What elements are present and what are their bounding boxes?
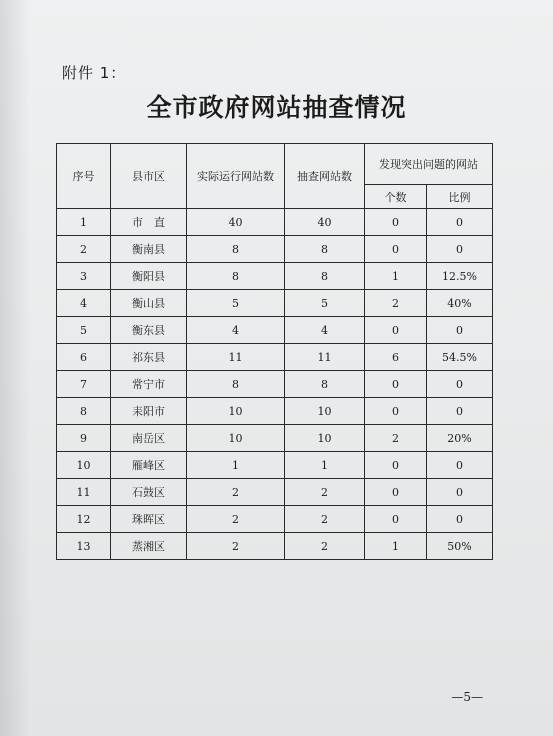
cell-district: 耒阳市	[111, 398, 187, 425]
cell-problem-count: 2	[365, 290, 427, 317]
cell-running-sites: 1	[187, 452, 285, 479]
cell-seq: 3	[57, 263, 111, 290]
table-row	[57, 425, 493, 452]
cell-district: 市 直	[111, 209, 187, 236]
cell-checked-sites: 8	[285, 236, 365, 263]
website-inspection-table	[56, 143, 493, 560]
page-number: —5—	[451, 690, 483, 704]
cell-problem-count: 0	[365, 479, 427, 506]
cell-running-sites: 4	[187, 317, 285, 344]
cell-checked-sites: 40	[285, 209, 365, 236]
cell-problem-count: 1	[365, 533, 427, 560]
cell-problem-count: 0	[365, 317, 427, 344]
cell-problem-count: 0	[365, 398, 427, 425]
table-row	[57, 479, 493, 506]
cell-checked-sites: 5	[285, 290, 365, 317]
cell-district: 常宁市	[111, 371, 187, 398]
cell-running-sites: 8	[187, 371, 285, 398]
cell-checked-sites: 2	[285, 533, 365, 560]
cell-district: 南岳区	[111, 425, 187, 452]
header-problem-sites: 发现突出问题的网站	[365, 144, 493, 185]
cell-seq: 5	[57, 317, 111, 344]
cell-checked-sites: 2	[285, 506, 365, 533]
cell-district: 衡南县	[111, 236, 187, 263]
cell-seq: 4	[57, 290, 111, 317]
cell-problem-count: 0	[365, 452, 427, 479]
cell-seq: 13	[57, 533, 111, 560]
cell-seq: 9	[57, 425, 111, 452]
table-row	[57, 290, 493, 317]
cell-checked-sites: 4	[285, 317, 365, 344]
cell-running-sites: 11	[187, 344, 285, 371]
cell-district: 雁峰区	[111, 452, 187, 479]
cell-problem-ratio: 0	[427, 209, 493, 236]
cell-checked-sites: 11	[285, 344, 365, 371]
cell-district: 衡阳县	[111, 263, 187, 290]
header-ratio: 比例	[427, 185, 493, 209]
cell-running-sites: 2	[187, 533, 285, 560]
cell-problem-ratio: 0	[427, 452, 493, 479]
cell-running-sites: 5	[187, 290, 285, 317]
cell-problem-count: 6	[365, 344, 427, 371]
cell-problem-ratio: 0	[427, 317, 493, 344]
header-running-sites: 实际运行网站数	[187, 144, 285, 209]
cell-problem-ratio: 0	[427, 479, 493, 506]
header-count: 个数	[365, 185, 427, 209]
cell-seq: 11	[57, 479, 111, 506]
cell-problem-count: 0	[365, 371, 427, 398]
cell-seq: 1	[57, 209, 111, 236]
table-row	[57, 452, 493, 479]
cell-problem-ratio: 50%	[427, 533, 493, 560]
cell-running-sites: 10	[187, 398, 285, 425]
table-row	[57, 506, 493, 533]
cell-running-sites: 2	[187, 479, 285, 506]
table-header	[57, 144, 493, 209]
cell-problem-ratio: 0	[427, 506, 493, 533]
cell-running-sites: 10	[187, 425, 285, 452]
cell-problem-ratio: 20%	[427, 425, 493, 452]
cell-problem-count: 2	[365, 425, 427, 452]
header-seq: 序号	[57, 144, 111, 209]
cell-checked-sites: 2	[285, 479, 365, 506]
header-checked-sites: 抽查网站数	[285, 144, 365, 209]
header-district: 县市区	[111, 144, 187, 209]
table-row	[57, 371, 493, 398]
cell-problem-count: 1	[365, 263, 427, 290]
cell-checked-sites: 1	[285, 452, 365, 479]
cell-seq: 6	[57, 344, 111, 371]
cell-seq: 12	[57, 506, 111, 533]
cell-checked-sites: 8	[285, 371, 365, 398]
cell-running-sites: 40	[187, 209, 285, 236]
cell-seq: 10	[57, 452, 111, 479]
page-title: 全市政府网站抽查情况	[146, 93, 407, 122]
attachment-label: 附件 1：	[62, 64, 127, 82]
cell-district: 珠晖区	[111, 506, 187, 533]
table-row	[57, 344, 493, 371]
cell-seq: 2	[57, 236, 111, 263]
cell-checked-sites: 10	[285, 398, 365, 425]
cell-problem-ratio: 0	[427, 398, 493, 425]
cell-problem-count: 0	[365, 506, 427, 533]
cell-checked-sites: 10	[285, 425, 365, 452]
cell-district: 衡山县	[111, 290, 187, 317]
table-row	[57, 263, 493, 290]
cell-seq: 7	[57, 371, 111, 398]
cell-problem-ratio: 40%	[427, 290, 493, 317]
cell-running-sites: 2	[187, 506, 285, 533]
cell-checked-sites: 8	[285, 263, 365, 290]
cell-problem-count: 0	[365, 236, 427, 263]
cell-district: 祁东县	[111, 344, 187, 371]
cell-district: 蒸湘区	[111, 533, 187, 560]
cell-problem-ratio: 0	[427, 371, 493, 398]
table-row	[57, 533, 493, 560]
table-row	[57, 209, 493, 236]
table-body	[57, 209, 493, 560]
table-row	[57, 236, 493, 263]
table-row	[57, 317, 493, 344]
cell-district: 衡东县	[111, 317, 187, 344]
cell-running-sites: 8	[187, 236, 285, 263]
cell-problem-ratio: 12.5%	[427, 263, 493, 290]
cell-problem-ratio: 0	[427, 236, 493, 263]
cell-problem-ratio: 54.5%	[427, 344, 493, 371]
table-row	[57, 398, 493, 425]
cell-district: 石鼓区	[111, 479, 187, 506]
cell-seq: 8	[57, 398, 111, 425]
cell-problem-count: 0	[365, 209, 427, 236]
cell-running-sites: 8	[187, 263, 285, 290]
